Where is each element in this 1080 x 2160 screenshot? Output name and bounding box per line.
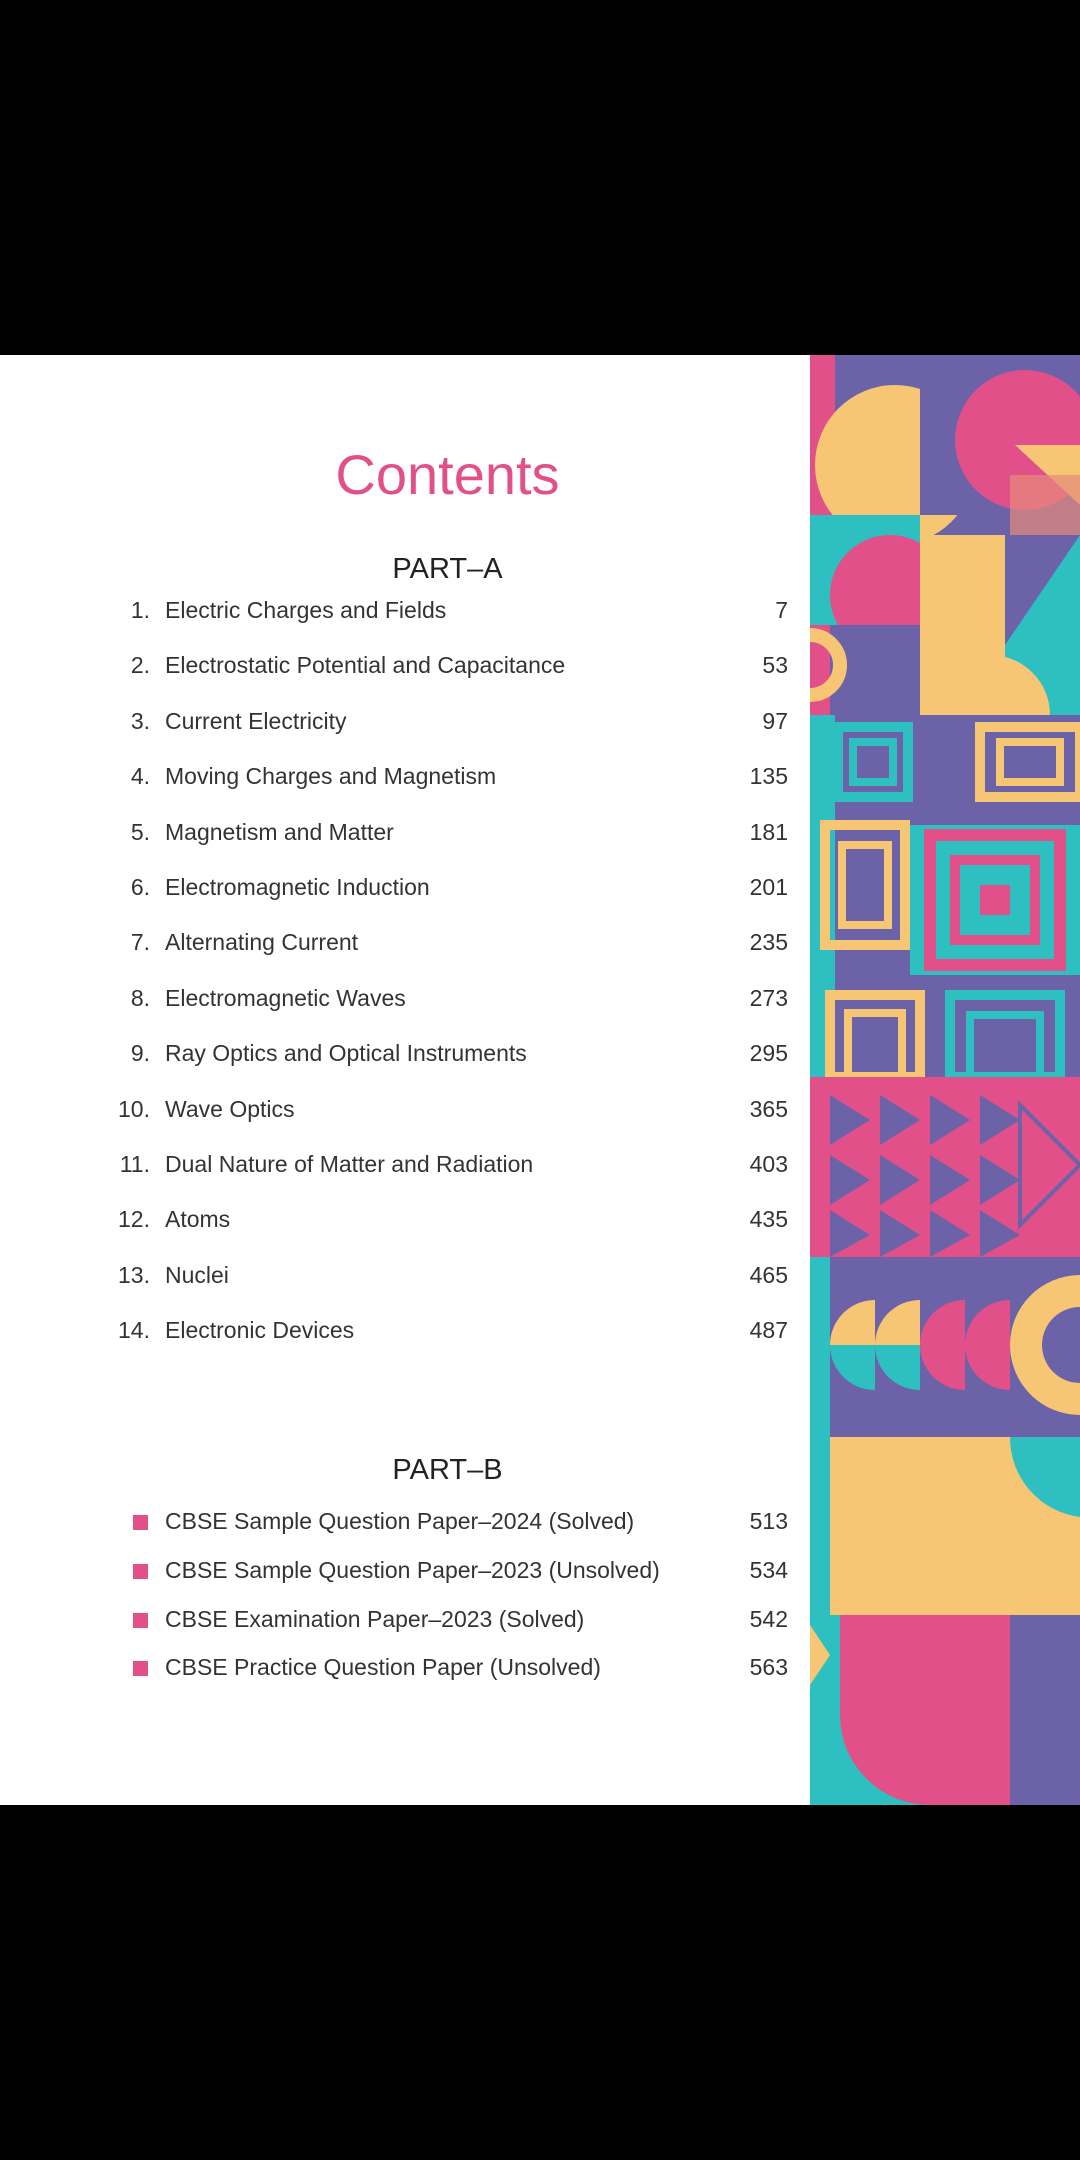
toc-entry-page: 295 <box>749 1040 788 1067</box>
toc-entry-title: Electromagnetic Waves <box>165 984 406 1011</box>
toc-entry-page: 273 <box>749 984 788 1011</box>
toc-entry-title: CBSE Practice Question Paper (Unsolved) <box>165 1654 601 1681</box>
toc-entry-page: 465 <box>749 1261 788 1288</box>
part-a-list <box>0 595 810 1370</box>
toc-entry-title: Wave Optics <box>165 1095 295 1122</box>
page-title: Contents <box>335 443 560 506</box>
toc-entry-number: 11. <box>119 1150 150 1177</box>
square-bullet-icon <box>133 1661 148 1676</box>
toc-entry-number: 3. <box>130 707 150 734</box>
toc-entry-number: 13. <box>118 1261 150 1288</box>
toc-entry <box>0 650 810 705</box>
toc-entry-number: 1. <box>130 597 150 623</box>
toc-entry-title: Electrostatic Potential and Capacitance <box>165 652 566 679</box>
toc-entry <box>0 1149 810 1204</box>
toc-entry <box>0 927 810 982</box>
toc-entry <box>0 1094 810 1149</box>
toc-entry-page: 7 <box>775 597 788 623</box>
toc-entry-page: 403 <box>749 1150 788 1177</box>
toc-entry-title: Alternating Current <box>165 929 359 956</box>
toc-entry-title: CBSE Sample Question Paper–2024 (Solved) <box>165 1508 635 1534</box>
toc-entry-number: 6. <box>130 873 150 900</box>
part-a-heading: PART–A <box>392 553 503 585</box>
toc-entry-page: 53 <box>762 652 788 679</box>
decorative-pattern <box>810 355 1080 1805</box>
toc-entry-title: Dual Nature of Matter and Radiation <box>165 1150 534 1177</box>
toc-entry-page: 534 <box>749 1556 788 1583</box>
toc-entry <box>0 872 810 927</box>
toc-entry-page: 365 <box>749 1095 788 1122</box>
toc-entry-number: 12. <box>118 1206 150 1233</box>
square-bullet-icon <box>133 1515 148 1530</box>
toc-entry-title: Atoms <box>165 1206 231 1233</box>
toc-entry-number: 9. <box>130 1040 150 1067</box>
deco-shape <box>1010 1615 1080 1805</box>
toc-entry <box>0 817 810 872</box>
toc-entry-title: Electromagnetic Induction <box>165 873 430 900</box>
deco-shape <box>1010 475 1080 535</box>
toc-entry <box>0 1260 810 1315</box>
toc-entry-number: 14. <box>118 1317 150 1344</box>
contents-text-column <box>0 355 810 1805</box>
toc-entry <box>0 1038 810 1093</box>
toc-entry-title: CBSE Sample Question Paper–2023 (Unsolved) <box>165 1556 660 1583</box>
toc-entry <box>0 1652 810 1701</box>
toc-entry-page: 435 <box>749 1206 788 1233</box>
toc-entry <box>0 1204 810 1259</box>
part-b-list <box>0 1506 810 1701</box>
toc-entry-page: 513 <box>749 1508 788 1534</box>
toc-entry-page: 563 <box>749 1654 788 1681</box>
deco-shape <box>810 1257 830 1437</box>
toc-entry <box>0 761 810 816</box>
toc-entry-title: Electronic Devices <box>165 1317 355 1344</box>
toc-entry <box>0 595 810 650</box>
toc-entry-page: 97 <box>762 707 788 734</box>
toc-entry <box>0 983 810 1038</box>
toc-entry-number: 4. <box>130 763 150 790</box>
toc-entry-title: Ray Optics and Optical Instruments <box>165 1040 527 1067</box>
toc-entry <box>0 1315 810 1370</box>
toc-entry-title: Current Electricity <box>165 707 347 734</box>
toc-entry <box>0 1555 810 1604</box>
toc-entry-page: 235 <box>749 929 788 956</box>
part-b-heading: PART–B <box>392 1454 503 1486</box>
deco-shape <box>810 1437 830 1805</box>
toc-entry-number: 8. <box>130 984 150 1011</box>
toc-entry-page: 542 <box>749 1605 788 1632</box>
toc-entry-number: 5. <box>130 818 150 845</box>
toc-entry-title: Nuclei <box>165 1261 229 1288</box>
toc-entry <box>0 706 810 761</box>
toc-entry-page: 201 <box>749 873 788 900</box>
toc-entry-number: 10. <box>118 1095 150 1122</box>
toc-entry-title: Moving Charges and Magnetism <box>165 763 497 790</box>
toc-entry-page: 135 <box>749 763 788 790</box>
deco-shape <box>980 885 1010 915</box>
deco-shape <box>810 1390 1010 1437</box>
toc-entry-page: 181 <box>749 818 788 845</box>
toc-entry-number: 7. <box>130 929 150 956</box>
square-bullet-icon <box>133 1564 148 1579</box>
toc-entry-number: 2. <box>130 652 150 679</box>
toc-entry <box>0 1604 810 1653</box>
toc-entry <box>0 1506 810 1555</box>
toc-entry-title: CBSE Examination Paper–2023 (Solved) <box>165 1605 585 1632</box>
contents-page <box>0 355 1080 1805</box>
deco-shape <box>840 1615 1010 1805</box>
toc-entry-page: 487 <box>749 1317 788 1344</box>
square-bullet-icon <box>133 1613 148 1628</box>
toc-entry-title: Electric Charges and Fields <box>165 597 447 623</box>
toc-entry-title: Magnetism and Matter <box>165 818 394 845</box>
